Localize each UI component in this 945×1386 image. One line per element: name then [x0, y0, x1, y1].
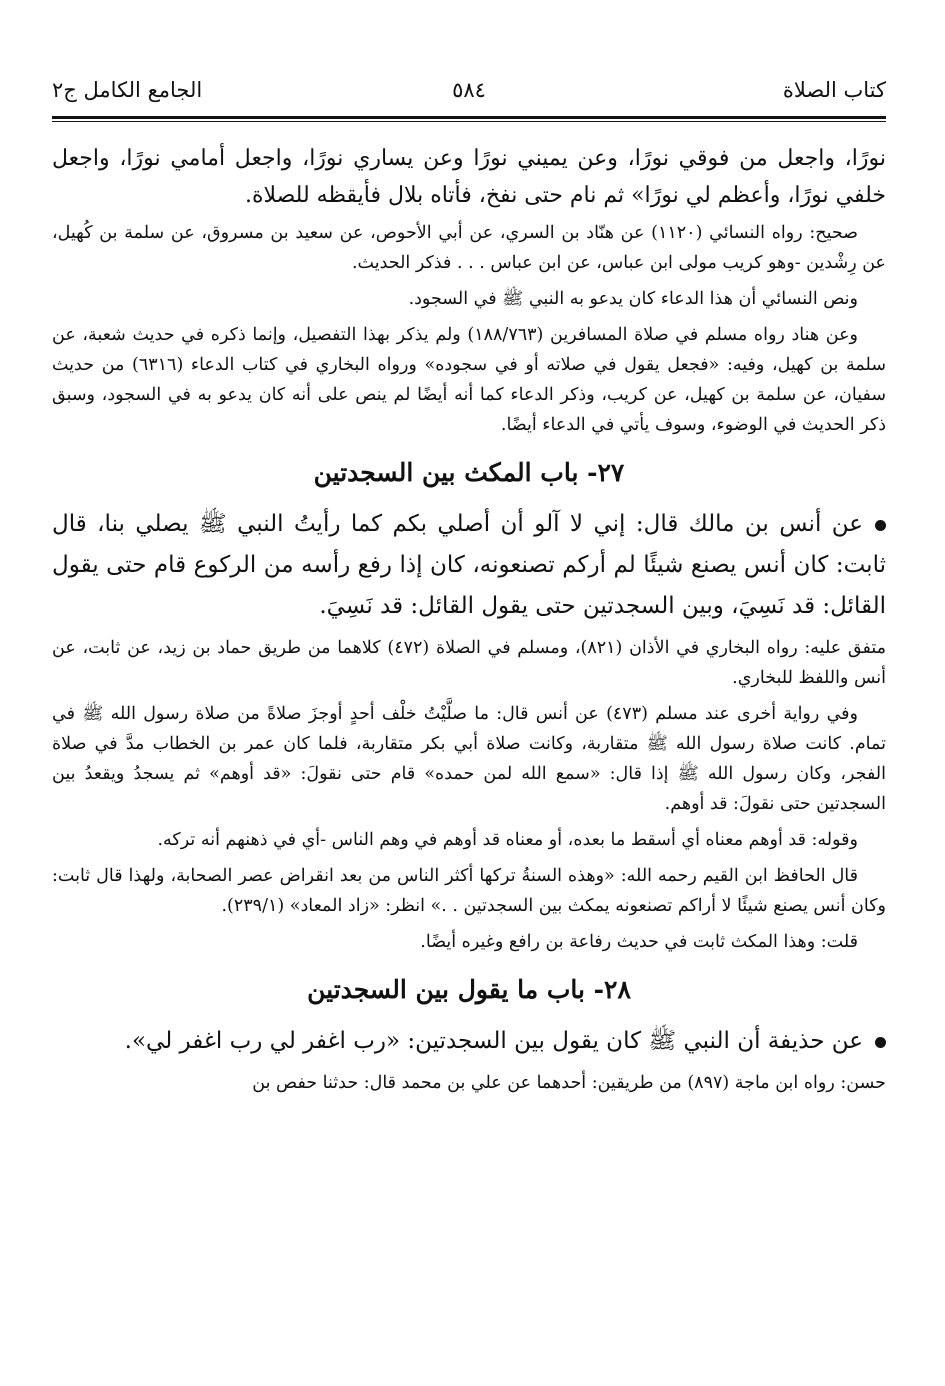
chapter-heading: ٢٧- باب المكث بين السجدتين	[313, 458, 625, 487]
page-number: ٥٨٤	[452, 78, 486, 102]
bullet-icon	[875, 520, 886, 531]
hadith-text-continued: نورًا، واجعل من فوقي نورًا، وعن يميني نورًا وعن يساري نورًا، واجعل أمامي نورًا، واجعل خلفي نورًا، وأعظم لي نورًا» ثم نام حتى نفخ، فأتاه بلال فأيقظه للصلاة.	[52, 146, 886, 208]
takhrij-note: صحيح: رواه النسائي (١١٢٠) عن هنّاد بن السري، عن أبي الأحوص، عن سعيد بن مسروق، عن سلمة بن كُهيل، عن رِشْدين -وهو كريب مولى ابن عباس، عن ابن عباس . . . فذكر الحديث.	[52, 223, 886, 273]
takhrij-note: وقوله: قد أوهم معناه أي أسقط ما بعده، أو معناه قد أوهم في وهم الناس -أي في ذهنهم أنه تركه.	[157, 830, 858, 850]
header-rule-thick	[52, 116, 886, 119]
hadith-text: عن أنس بن مالك قال: إني لا آلو أن أصلي بكم كما رأيتُ النبي ﷺ يصلي بنا، قال ثابت: كان أنس يصنع شيئًا لم أركم تصنعونه، كان إذا رفع رأسه من الركوع قام حتى يقول القائل: قد نَسِيَ، وبين السجدتين حتى يقول القائل: قد نَسِيَ.	[52, 511, 886, 619]
book-title: الجامع الكامل ج٢	[52, 78, 203, 102]
takhrij-note: حسن: رواه ابن ماجة (٨٩٧) من طريقين: أحدهما عن علي بن محمد قال: حدثنا حفص بن	[252, 1073, 886, 1093]
bullet-icon	[875, 1037, 886, 1048]
takhrij-note: قال الحافظ ابن القيم رحمه الله: «وهذه السنةُ تركها أكثر الناس من بعد انقراض عصر الصحابة، ولهذا قال ثابت: وكان أنس يصنع شيئًا لا أراكم تصنعونه يمكث بين السجدتين . .» انظر: «زاد المعاد» (٢٣٩/١).	[52, 866, 886, 916]
chapter-title: كتاب الصلاة	[782, 78, 886, 102]
chapter-heading: ٢٨- باب ما يقول بين السجدتين	[307, 975, 631, 1004]
takhrij-note: وفي رواية أخرى عند مسلم (٤٧٣) عن أنس قال: ما صلَّيْتُ خلْف أحدٍ أوجزَ صلاةً من صلاة رسول الله ﷺ في تمام. كانت صلاة رسول الله ﷺ متقاربة، وكانت صلاة أبي بكر متقاربة، فلما كان عمر بن الخطاب مدَّ في صلاة الفجر، وكان رسول الله ﷺ إذا قال: «سمع الله لمن حمده» قام حتى نقولَ: «قد أوهم» ثم يسجدُ ويقعدُ بين السجدتين حتى نقولَ: قد أوهم.	[52, 704, 886, 814]
takhrij-note: متفق عليه: رواه البخاري في الأذان (٨٢١)، ومسلم في الصلاة (٤٧٢) كلاهما من طريق حماد بن زيد، عن ثابت، عن أنس واللفظ للبخاري.	[52, 638, 886, 688]
header-rule-thin	[52, 121, 886, 122]
takhrij-note: ونص النسائي أن هذا الدعاء كان يدعو به النبي ﷺ في السجود.	[408, 289, 858, 309]
book-page	[52, 70, 886, 1104]
takhrij-note: وعن هناد رواه مسلم في صلاة المسافرين (١٨٨/٧٦٣) ولم يذكر بهذا التفصيل، وإنما ذكره في حديث شعبة، عن سلمة بن كهيل، وفيه: «فجعل يقول في صلاته أو في سجوده» ورواه البخاري في كتاب الدعاء (٦٣١٦) من حديث سفيان، عن سلمة بن كهيل، عن كريب، وذكر الدعاء كما أنه أيضًا لم ينص على أنه كان يدعو به في السجود، وسبق ذكر الحديث في الوضوء، وسوف يأتي في الدعاء أيضًا.	[52, 325, 886, 435]
takhrij-note: قلت: وهذا المكث ثابت في حديث رفاعة بن رافع وغيره أيضًا.	[420, 932, 858, 952]
hadith-text: عن حذيفة أن النبي ﷺ كان يقول بين السجدتين: «رب اغفر لي رب اغفر لي».	[52, 1021, 886, 1062]
page-header	[52, 70, 886, 110]
